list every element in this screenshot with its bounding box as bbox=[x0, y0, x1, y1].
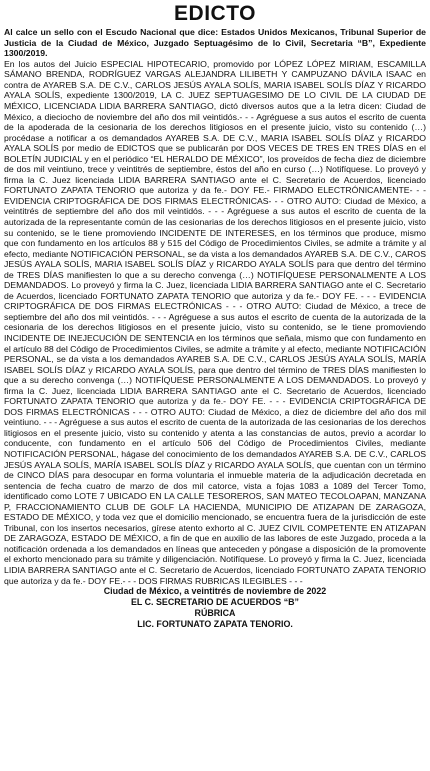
closing-date: Ciudad de México, a veintitrés de noviembre de 2022 bbox=[103, 586, 327, 597]
closing-name: LIC. FORTUNATO ZAPATA TENORIO. bbox=[137, 618, 293, 629]
body-paragraph: En los autos del Juicio ESPECIAL HIPOTECARIO, promovido por LÓPEZ LÓPEZ MIRIAM, ESCAMILLA SÁMANO BRENDA, RODRÍGUEZ VARGAS ALEJANDRA LILIBETH Y CAMPUZANO DÁVILA ISAAC en contra de AYAREB S.A. DE C.V., CARLOS JESÚS AYALA SOLÍS, MARIA ISABEL SOLÍS DÍAZ Y RICARDO AYALA SOLÍS, expediente 1300/2019, LA C. JUEZ SEPTUAGESIMO DE LO CIVIL DE LA CIUDAD DE MÉXICO, LICENCIADA LIDIA BARRERA SANTIAGO, dictó diversos autos que a la letra dicen: Ciudad de México, a dieciocho de noviembre del año dos mil veintidós.- - - Agréguese a sus autos el escrito de cuenta de la apoderada de la cesionaria de los derechos litigiosos en el presente juicio, visto su contenido (…) procédase a notificar a os demandados AYAREB S.A. DE C.V., MARIA ISABEL SOLÍS DÍAZ y RICARDO AYALA SOLÍS por medio de EDICTOS que se publicarán por DOS VECES DE TRES EN TRES DÍAS en el BOLETÍN JUDICIAL y en el periódico “EL HERALDO DE MÉXICO”, los proveídos de fecha diez de diciembre de dos mil veintiuno, trece y veintitrés de septiembre, éstos del año en curso (…) Notifíquese. Lo proveyó y firma la C. Juez licenciada LIDIA BARRERA SANTIAGO ante el C. Secretario de Acuerdos, licenciado FORTUNATO ZAPATA TENORIO que autoriza y da fe.- DOY FE.- FIRMADO ELECTRÓNICAMENTE- - - EVIDENCIA CRIPTOGRÁFICA DE DOS FIRMAS ELECTRÓNICAS- - - OTRO AUTO: Ciudad de México, a veintitrés de septiembre del año dos mil veintidós. - - - Agréguese a sus autos el escrito de cuenta de la autorizada de la representante común de las cesionarias de los derechos litigiosos en el presente juicio, visto su contenido, se le tiene promoviendo INCIDENTE DE INTERESES, en los términos que produce, mismo que con fundamento en los artículos 88 y 515 del Código de Procedimientos Civiles, se admite a trámite y al efecto, mediante NOTIFICACIÓN PERSONAL, se da vista a los demandados AYAREB S.A. DE C.V., CAROS JESÚS AYALA SOLÍS, MARIA ISABEL SOLÍS DÍAZ y RICARDO AYALA SOLÍS para que dentro del término de TRES DÍAS manifiesten lo que a su derecho convenga (…) NOTIFÍQUESE PERSONALMENTE A LOS DEMANDADOS. Lo proveyó y firma la C. Juez, licenciada LIDIA BARRERA SANTIAGO ante el C. Secretario de Acuerdos, licenciado FORTUNATO ZAPATA TENORIO que autoriza y da fe.- DOY FE. - - - EVIDENCIA CRIPTOGRÁFICA DE DOS FIRMAS ELECTRÓNICAS - - - OTRO AUTO: Ciudad de México, a trece de septiembre del año dos mil veintidós. - - - Agréguese a sus autos el escrito de cuenta de la autorizada de la cesionaria de los derechos litigiosos en el presente juicio, visto su contenido, se le tiene promoviendo INCIDENTE DE INEJECUCIÓN DE SENTENCIA en los términos que señala, mismo que con fundamento en el artículo 88 del Código de Procedimientos Civiles, se admite a trámite y al efecto, mediante NOTIFICACIÓN PERSONAL, se da vista a los demandados AYAREB S.A. DE C.V., CARLOS JESÚS AYALA SOLÍS, MARÍA ISABEL SOLÍS DÍAZ y RICARDO AYALA SOLÍS, para que dentro del término de TRES DÍAS manifiesten lo que a su derecho convenga (…) NOTIFÍQUESE PERSONALMENTE A LOS DEMANDADOS. Lo proveyó y firma la C. Juez, licenciada LIDIA BARRERA SANTIAGO ante el C. Secretario de Acuerdos, licenciado FORTUNATO ZAPATA TENORIO que autoriza y da fe.- DOY FE. - - - EVIDENCIA CRIPTOGRÁFICA DE DOS FIRMAS ELECTRÓNICAS - - - OTRO AUTO: Ciudad de México, a diez de diciembre del año dos mil veintiuno. - - - Agréguese a sus autos el escrito de cuenta de la autorizada de las cesionarias de los derechos litigiosos en el presente juicio, visto su contenido y atenta a las constancias de autos, previo a acordar lo conducente, con fundamento en el artículo 506 del Código de Procedimientos Civiles, mediante NOTIFICACIÓN PERSONAL, hágase del conocimiento de los demandados AYAREB S.A. DE C.V., CARLOS JESÚS AYALA SOLÍS, MARÍA ISABEL SOLÍS DÍAZ y RICARDO AYALA SOLÍS, que cuentan con un término de CINCO DÍAS para desocupar en forma voluntaria el inmueble materia de la adjudicación decretada en sentencia de fecha cuatro de marzo de dos mil catorce, vista a fojas 1083 a 1089 del Tercer Tomo, identificado como LOTE 7 UBICADO EN LA CALLE TESOREROS, SAN MATEO TECOLOAPAN, MANZANA P, FRACCIONAMIENTO CLUB DE GOLF LA HACIENDA, MUNICIPIO DE ATIZAPAN DE ZARAGOZA, ESTADO DE MÉXICO, y toda vez que el domicilio mencionado, se encuentra fuera de la jurisdicción de este Tribunal, con los insertos necesarios, gírese atento exhorto al C. JUEZ CIVIL COMPETENTE EN ATIZAPAN DE ZARAGOZA, ESTADO DE MÉXICO, a fin de que en auxilio de las labores de este Juzgado, proceda a la notificación ordenada a los demandados en líneas que anteceden y póngase a disposición de la promovente el exhorto mencionado para su trámite y diligenciación. Notifíquese. Lo proveyó y firma la C. Juez, licenciada LIDIA BARRERA SANTIAGO ante el C. Secretario de Acuerdos, licenciado FORTUNATO ZAPATA TENORIO que autoriza y da fe.- DOY FE.- - - DOS FIRMAS RUBRICAS ILEGIBLES - - - bbox=[4, 58, 427, 586]
closing-rubrica: RÚBRICA bbox=[194, 607, 236, 618]
intro-paragraph: Al calce un sello con el Escudo Nacional que dice: Estados Unidos Mexicanos, Tribunal Superior de Justicia de la Ciudad de México, Juzgado Septuagésimo de lo Civil, Secretaria “B”, Expediente 1300/2019. bbox=[4, 27, 426, 59]
closing-title: EL C. SECRETARIO DE ACUERDOS “B” bbox=[131, 596, 299, 607]
page-title: EDICTO bbox=[174, 2, 256, 25]
